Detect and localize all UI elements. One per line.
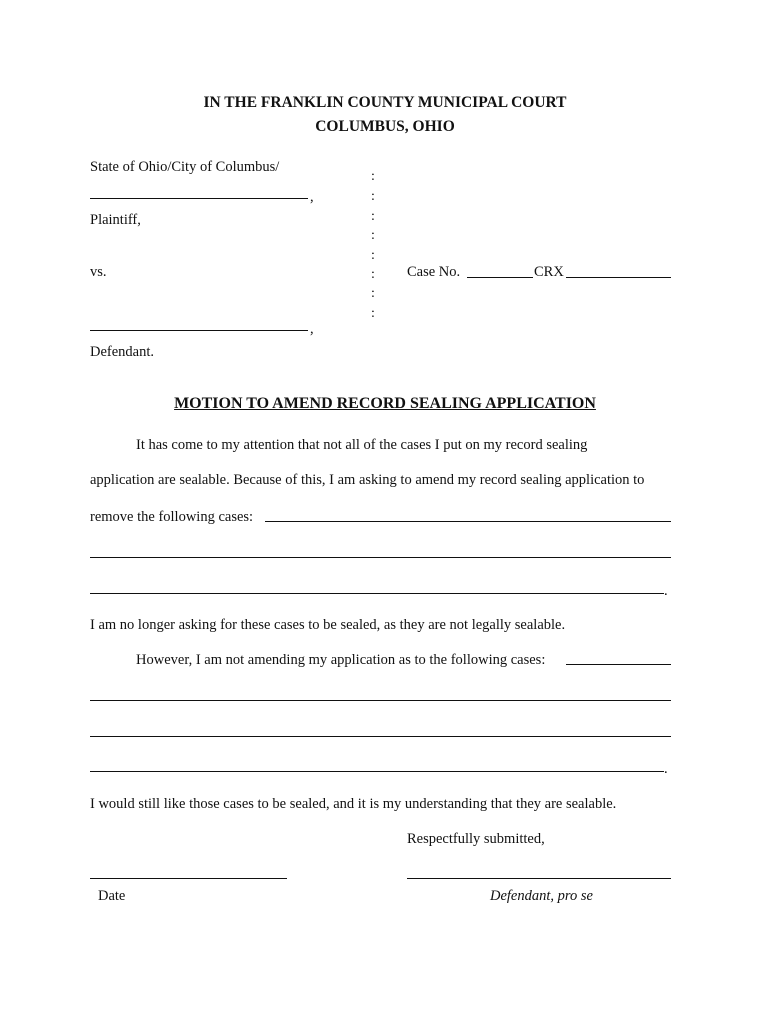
plaintiff-label: Plaintiff,: [90, 212, 141, 228]
cases-to-remove-blank[interactable]: [90, 593, 664, 594]
case-number-suffix-blank[interactable]: [566, 277, 671, 278]
court-location: COLUMBUS, OHIO: [315, 118, 455, 135]
period: .: [664, 761, 668, 777]
defendant-comma: ,: [310, 321, 314, 337]
cases-to-keep-blank[interactable]: [90, 700, 671, 701]
caption-separator: :: [371, 286, 375, 301]
period: .: [664, 583, 668, 599]
plaintiff-name-blank[interactable]: [90, 198, 308, 199]
date-blank[interactable]: [90, 878, 287, 879]
cases-to-keep-blank[interactable]: [566, 664, 671, 665]
cases-to-remove-blank[interactable]: [265, 521, 671, 522]
paragraph-1-line-3: remove the following cases:: [90, 509, 254, 525]
signature-blank[interactable]: [407, 878, 671, 879]
caption-separator: :: [371, 306, 375, 321]
paragraph-4: I would still like those cases to be sealed, and it is my understanding that they are sealable.: [90, 796, 617, 812]
cases-to-keep-blank[interactable]: [90, 736, 671, 737]
case-number-blank[interactable]: [467, 277, 533, 278]
caption-separator: :: [371, 209, 375, 224]
plaintiff-prefix: State of Ohio/City of Columbus/: [90, 159, 280, 175]
caption-separator: :: [371, 189, 375, 204]
caption-separator: :: [371, 267, 375, 282]
caption-separator: :: [371, 248, 375, 263]
paragraph-2: I am no longer asking for these cases to be sealed, as they are not legally sealable.: [90, 617, 566, 633]
cases-to-remove-blank[interactable]: [90, 557, 671, 558]
caption-separator: :: [371, 228, 375, 243]
paragraph-1-line-2: application are sealable. Because of this, I am asking to amend my record sealing application to: [90, 472, 645, 488]
cases-to-keep-blank[interactable]: [90, 771, 664, 772]
caption-separator: :: [371, 169, 375, 184]
defendant-name-blank[interactable]: [90, 330, 308, 331]
closing: Respectfully submitted,: [407, 831, 545, 847]
date-label: Date: [98, 888, 126, 904]
paragraph-3: However, I am not amending my application as to the following cases:: [136, 652, 546, 668]
defendant-label: Defendant.: [90, 344, 155, 360]
plaintiff-comma: ,: [310, 189, 314, 205]
case-number-label: Case No.: [407, 264, 461, 280]
court-name: IN THE FRANKLIN COUNTY MUNICIPAL COURT: [203, 94, 567, 111]
motion-title: MOTION TO AMEND RECORD SEALING APPLICATION: [174, 395, 596, 412]
case-code: CRX: [534, 264, 564, 280]
signer-label: Defendant, pro se: [490, 888, 593, 904]
versus-label: vs.: [90, 264, 107, 280]
paragraph-1-line-1: It has come to my attention that not all of the cases I put on my record sealing: [136, 437, 588, 453]
